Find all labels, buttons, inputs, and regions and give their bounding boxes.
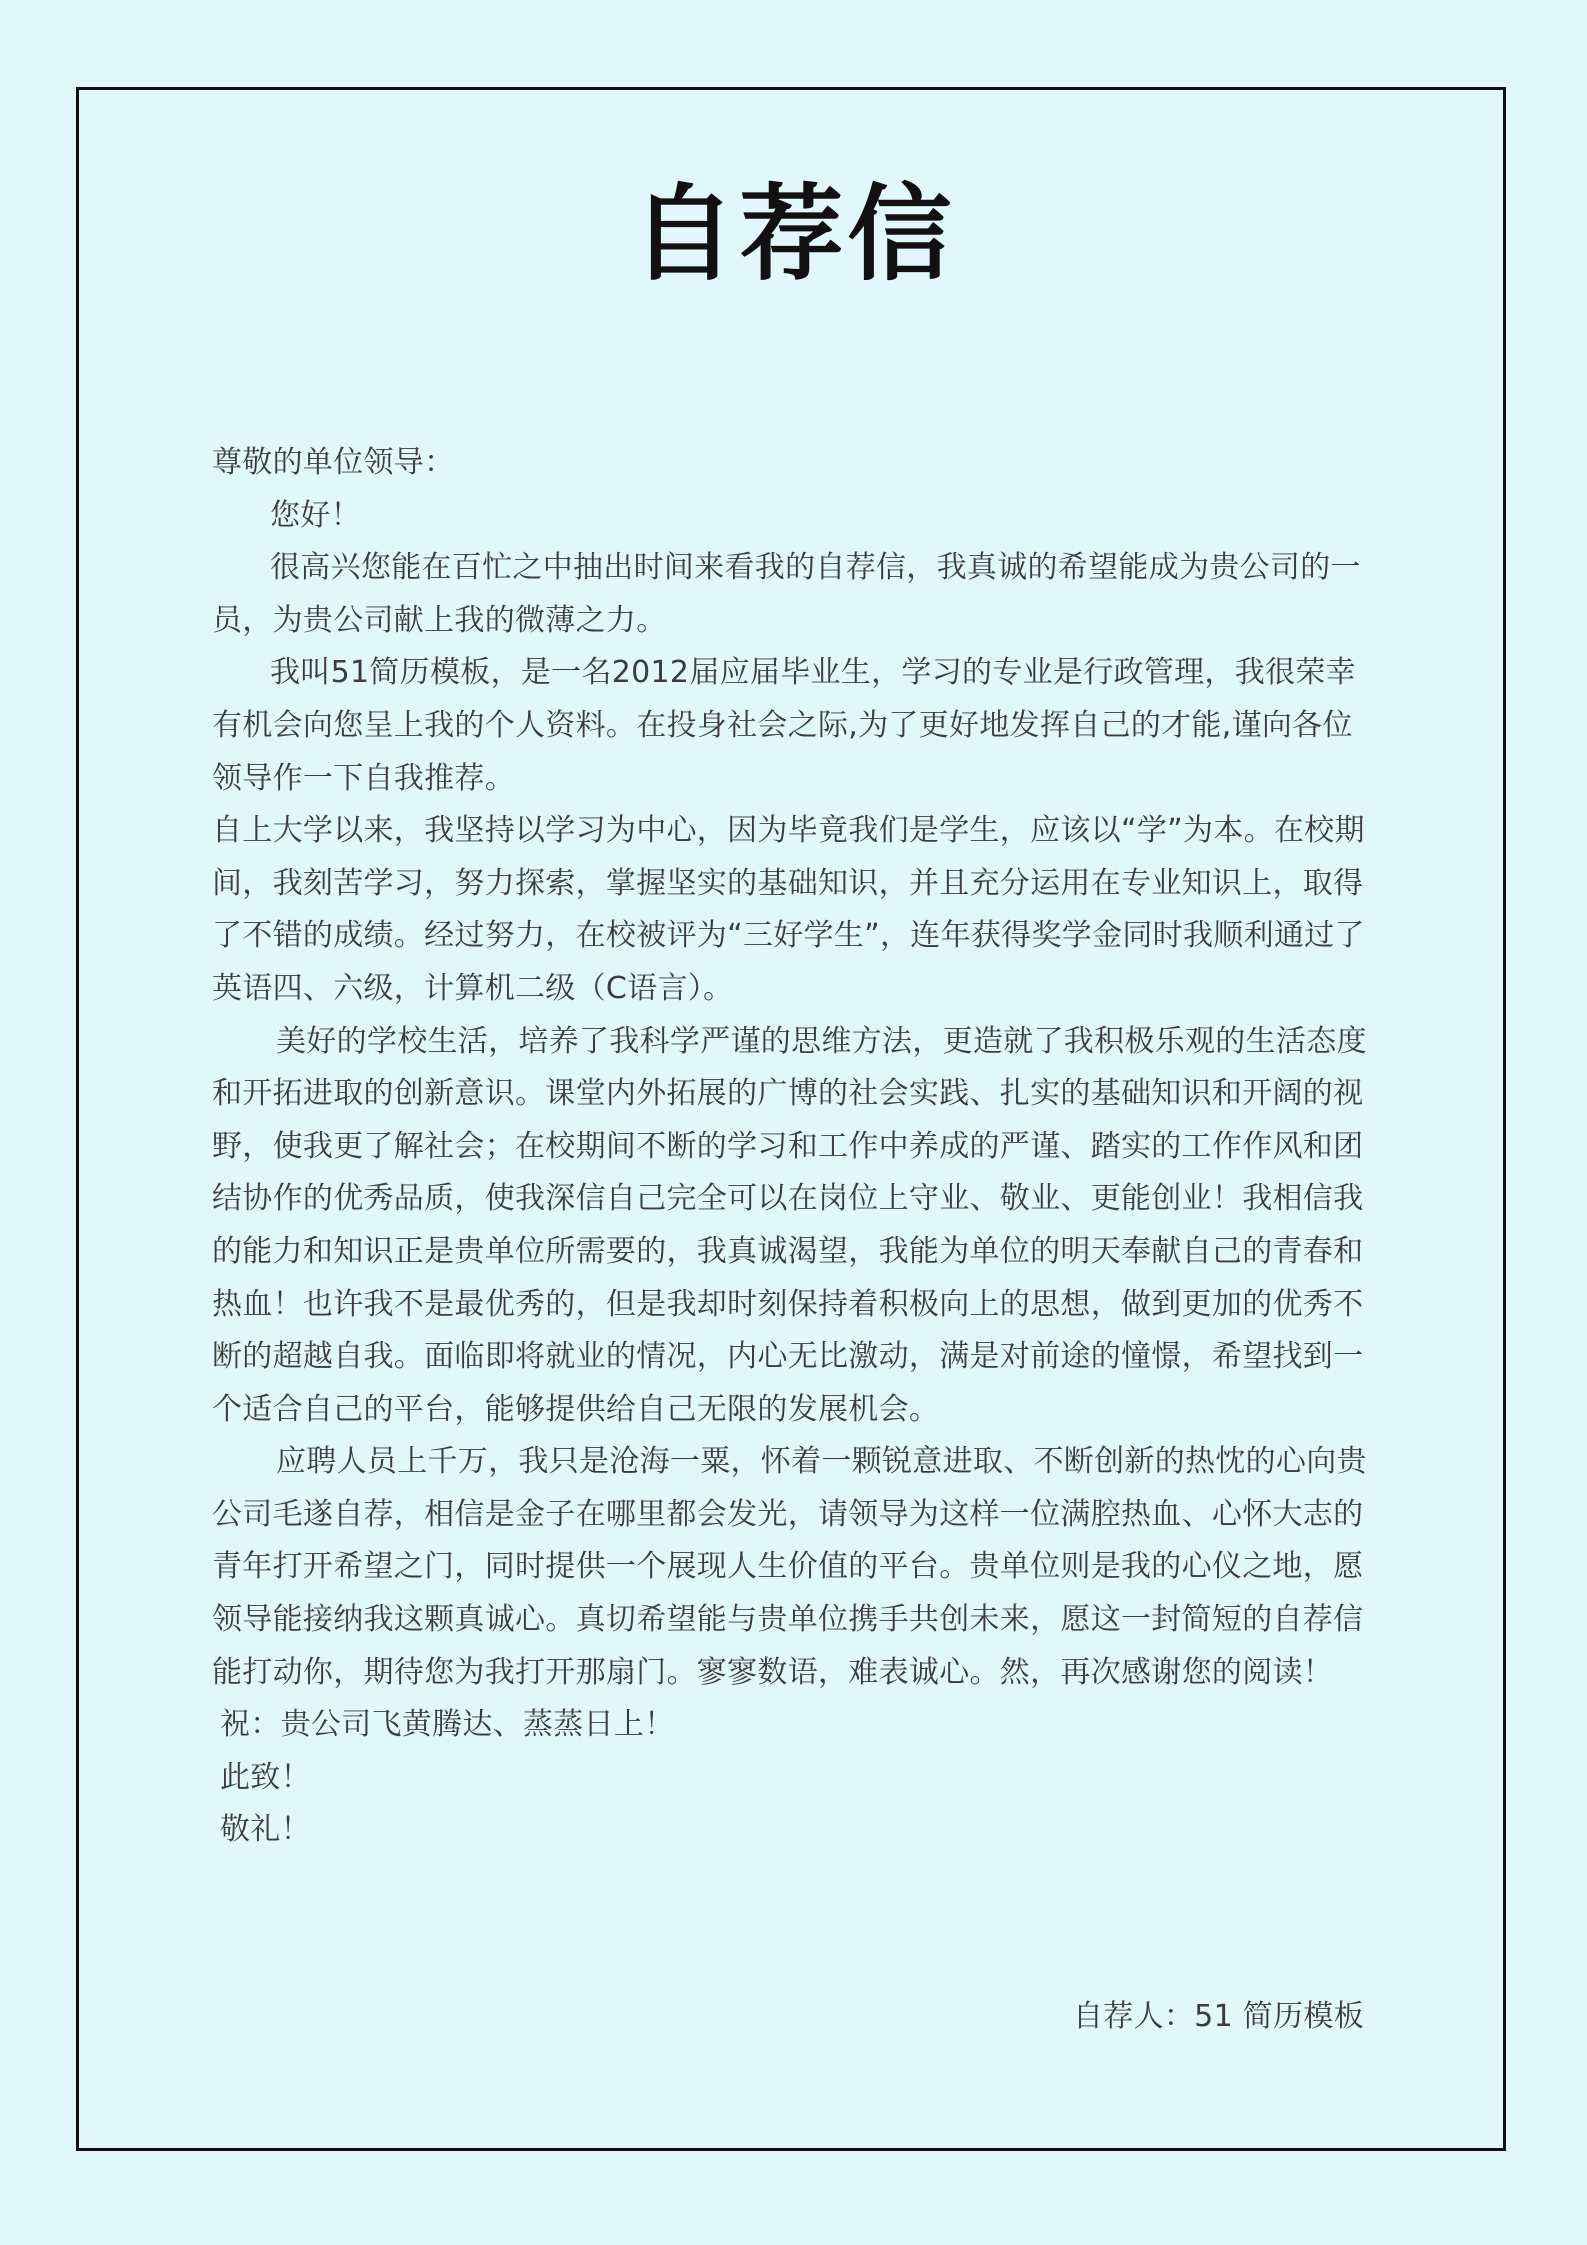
letter-body [212, 437, 1372, 1857]
signature: 自荐人：51 简历模板 [1072, 1999, 1364, 2034]
closing-wish: 祝：贵公司飞黄腾达、蒸蒸日上！ [220, 1707, 675, 1743]
page-title: 自荐信 [631, 173, 956, 295]
salutation: 尊敬的单位领导： [212, 445, 455, 480]
closing-salute: 敬礼！ [220, 1812, 311, 1848]
paragraph-intro: 很高兴您能在百忙之中抽出时间来看我的自荐信，我真诚的希望能成为贵公司的一员，为贵公司献上我的微薄之力。 [212, 550, 1361, 638]
paragraph-application: 应聘人员上千万，我只是沧海一粟，怀着一颗锐意进取、不断创新的热忱的心向贵公司毛遂自荐，相信是金子在哪里都会发光，请领导为这样一位满腔热血、心怀大志的青年打开希望之门，同时提供一个展现人生价值的平台。贵单位则是我的心仪之地，愿领导能接纳我这颗真诚心。真切希望能与贵单位携手共创未来，愿这一封简短的自荐信能打动你，期待您为我打开那扇门。寥寥数语，难表诚心。然，再次感谢您的阅读！ [212, 1444, 1367, 1690]
greeting: 您好！ [270, 497, 361, 533]
paragraph-studies: 自上大学以来，我坚持以学习为中心，因为毕竟我们是学生，应该以“学”为本。在校期间，我刻苦学习，努力探索，掌握坚实的基础知识，并且充分运用在专业知识上，取得了不错的成绩。经过努力，在校被评为“三好学生”，连年获得奖学金同时我顺利通过了英语四、六级，计算机二级（C语言）。 [212, 813, 1365, 1006]
closing-regards: 此致！ [220, 1759, 311, 1795]
paragraph-school-life: 美好的学校生活，培养了我科学严谨的思维方法，更造就了我积极乐观的生活态度和开拓进取的创新意识。课堂内外拓展的广博的社会实践、扎实的基础知识和开阔的视野，使我更了解社会；在校期间不断的学习和工作中养成的严谨、踏实的工作作风和团结协作的优秀品质，使我深信自己完全可以在岗位上守业、敬业、更能创业！我相信我的能力和知识正是贵单位所需要的，我真诚渴望，我能为单位的明天奉献自己的青春和热血！也许我不是最优秀的，但是我却时刻保持着积极向上的思想，做到更加的优秀不断的超越自我。面临即将就业的情况，内心无比激动，满是对前途的憧憬，希望找到一个适合自己的平台，能够提供给自己无限的发展机会。 [212, 1023, 1367, 1427]
paragraph-self-introduction: 我叫51简历模板，是一名2012届应届毕业生，学习的专业是行政管理，我很荣幸有机会向您呈上我的个人资料。在投身社会之际,为了更好地发挥自己的才能,谨向各位领导作一下自我推荐。 [212, 655, 1356, 796]
